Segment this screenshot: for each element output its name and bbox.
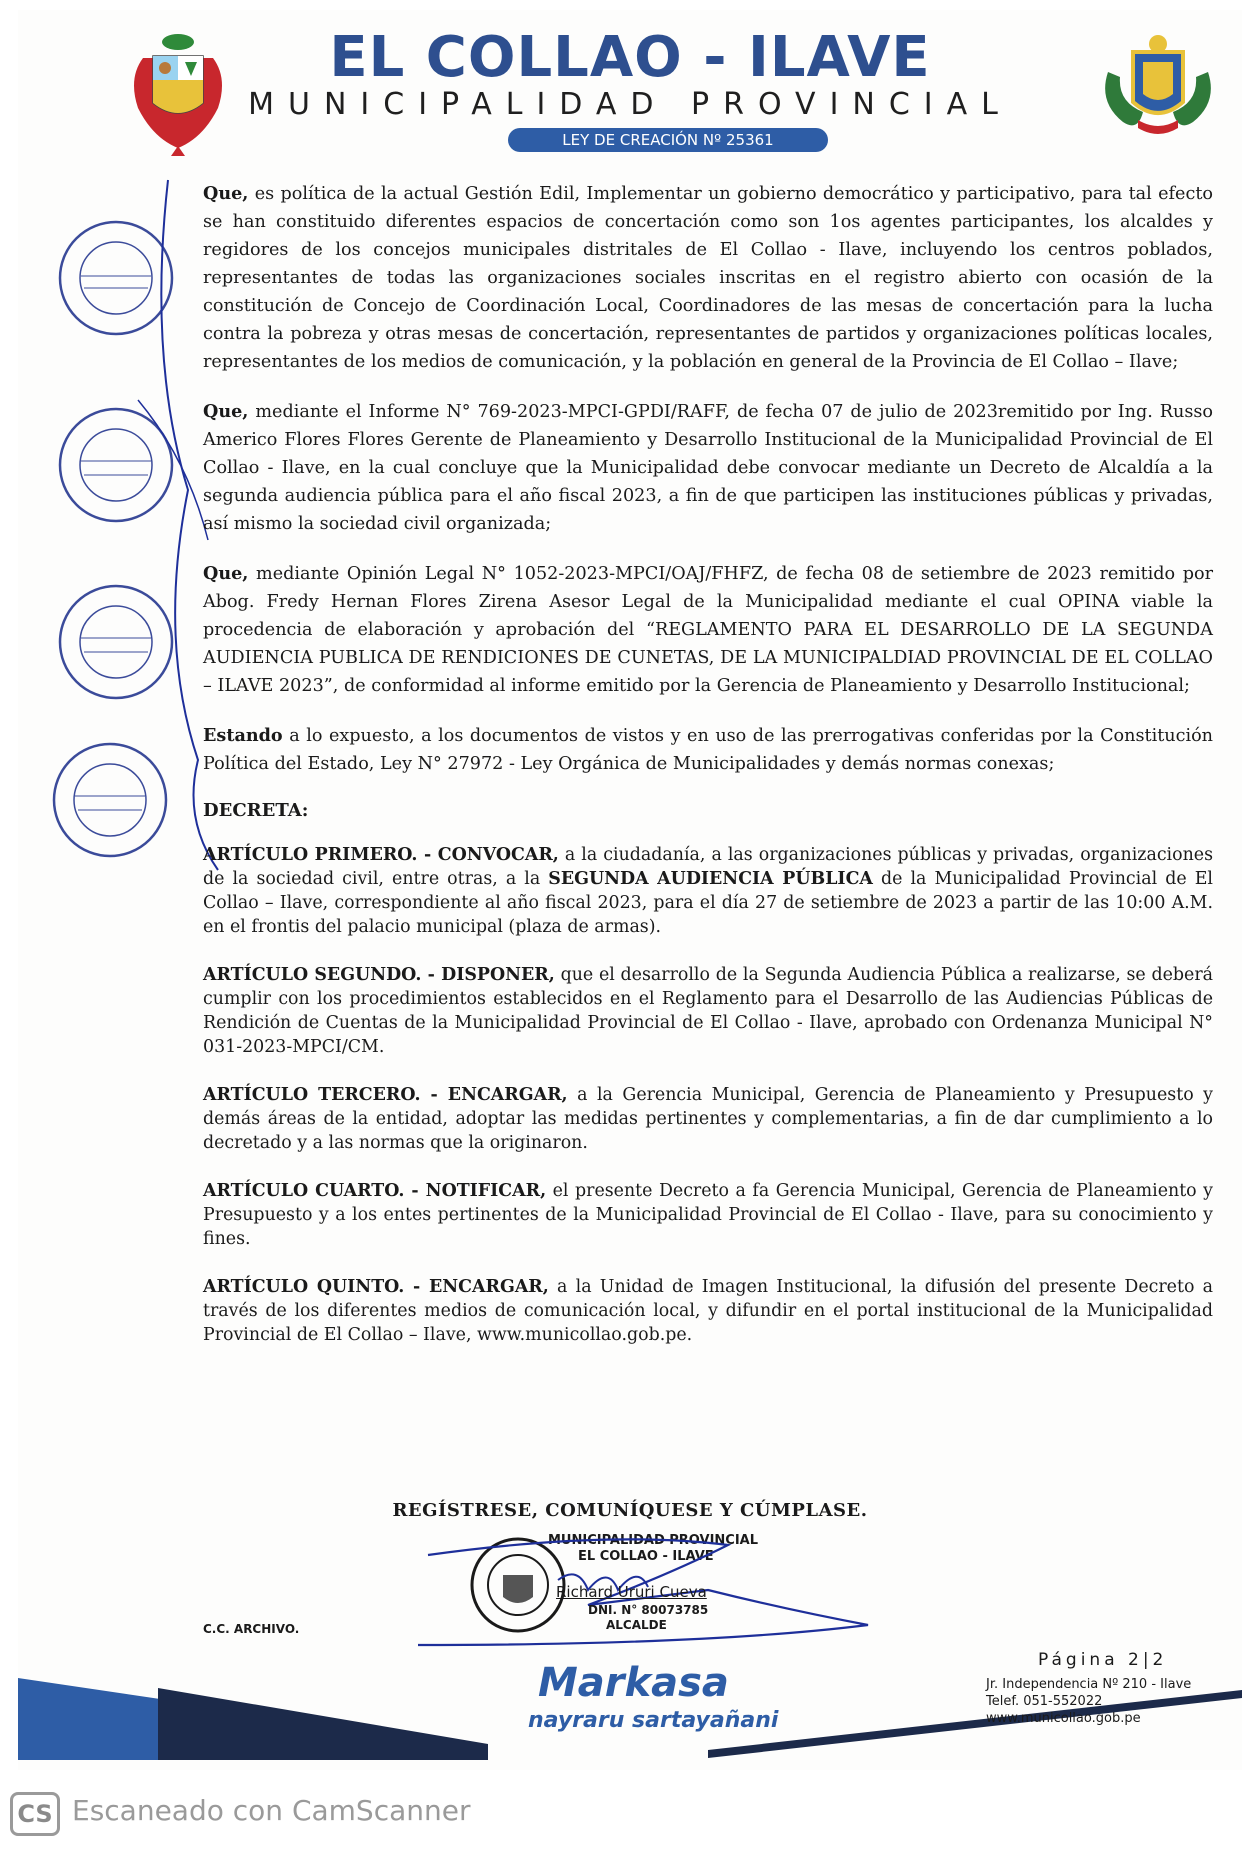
contact-info	[986, 1676, 1191, 1727]
signature-role: ALCALDE	[606, 1618, 667, 1632]
el-collao-crest-icon	[1098, 32, 1218, 142]
article-1: ARTÍCULO PRIMERO. - CONVOCAR, a la ciudadanía, a las organizaciones públicas y privadas, organizaciones de la sociedad civil, entre otras, a la SEGUNDA AUDIENCIA PÚBLICA de la Municipalidad Provincial de El Collao – Ilave, correspondiente al año fiscal 2023, para el día 27 de setiembre de 2023 a partir de las 10:00 A.M. en el frontis del palacio municipal (plaza de armas).	[203, 845, 1214, 937]
article-5: ARTÍCULO QUINTO. - ENCARGAR, a la Unidad de Imagen Institucional, la difusión del presente Decreto a través de los diferentes medios de comunicación local, y difundir en el portal institucional de la Municipalidad Provincial de El Collao – Ilave, www.municollao.gob.pe.	[203, 1277, 1213, 1345]
article-2: ARTÍCULO SEGUNDO. - DISPONER, que el desarrollo de la Segunda Audiencia Pública a realizarse, se deberá cumplir con los procedimientos establecidos en el Reglamento para el Desarrollo de las Audiencias Públicas de Rendición de Cuentas de la Municipalidad Provincial de El Collao - Ilave, aprobado con Ordenanza Municipal N° 031-2023-MPCI/CM.	[203, 965, 1213, 1057]
letterhead	[18, 10, 1242, 160]
camscanner-logo-icon: CS	[10, 1792, 60, 1836]
cc-archive-note: C.C. ARCHIVO.	[203, 1622, 300, 1636]
page-number: Página 2|2	[1038, 1650, 1168, 1670]
signature-province: EL COLLAO - ILAVE	[578, 1549, 714, 1564]
document-page	[18, 10, 1242, 1770]
whereas-paragraph-2: Que, mediante el Informe N° 769-2023-MPCI-GPDI/RAFF, de fecha 07 de julio de 2023remitido por Ing. Russo Americo Flores Flores Gerente de Planeamiento y Desarrollo Institucional de la Municipalidad Provincial de El Collao - Ilave, en la cual concluye que la Municipalidad debe convocar mediante un Decreto de Alcaldía a la segunda audiencia pública para el año fiscal 2023, a fin de que participen las instituciones públicas y privadas, así mismo la sociedad civil organizada;	[203, 401, 1213, 534]
mayor-signature-block	[538, 1525, 1018, 1655]
article-3: ARTÍCULO TERCERO. - ENCARGAR, a la Gerencia Municipal, Gerencia de Planeamiento y Presupuesto y demás áreas de la entidad, adoptar las medidas pertinentes y complementarias, a fin de dar cumplimiento a lo decretado y a las normas que la originaron.	[203, 1085, 1213, 1153]
signature-dni: DNI. N° 80073785	[588, 1603, 709, 1617]
municipality-title: EL COLLAO - ILAVE	[329, 25, 931, 90]
slogan-markasa: Markasa	[538, 1660, 729, 1706]
contact-web: www.municollao.gob.pe	[986, 1711, 1141, 1726]
slogan-nayraru: nayraru sartayañani	[528, 1708, 779, 1733]
contact-phone: Telef. 051-552022	[986, 1694, 1103, 1709]
article-4: ARTÍCULO CUARTO. - NOTIFICAR, el presente Decreto a fa Gerencia Municipal, Gerencia de Planeamiento y Presupuesto y a los entes pertinentes de la Municipalidad Provincial de El Collao - Ilave, para su conocimiento y fines.	[203, 1181, 1213, 1249]
whereas-paragraph-3: Que, mediante Opinión Legal N° 1052-2023-MPCI/OAJ/FHFZ, de fecha 08 de setiembre de 2023 remitido por Abog. Fredy Hernan Flores Zirena Asesor Legal de la Municipalidad mediante el cual OPINA viable la procedencia de elaboración y aprobación del “REGLAMENTO PARA EL DESARROLLO DE LA SEGUNDA AUDIENCIA PUBLICA DE RENDICIONES DE CUNETAS, DE LA MUNICIPALDIAD PROVINCIAL DE EL COLLAO – ILAVE 2023”, de conformidad al informe emitido por la Gerencia de Planeamiento y Desarrollo Institucional;	[203, 563, 1213, 696]
municipality-subtitle: MUNICIPALIDAD PROVINCIAL	[248, 87, 1012, 122]
camscanner-watermark	[0, 1778, 1260, 1850]
signature-institution: MUNICIPALIDAD PROVINCIAL	[548, 1533, 759, 1548]
closing-formula: REGÍSTRESE, COMUNÍQUESE Y CÚMPLASE.	[392, 1500, 868, 1521]
camscanner-text: Escaneado con CamScanner	[72, 1794, 471, 1827]
signature-name: Richard Ururi Cueva	[556, 1583, 707, 1601]
creation-law-badge: LEY DE CREACIÓN Nº 25361	[508, 128, 828, 152]
decreta-heading: DECRETA:	[203, 800, 309, 821]
whereas-paragraph-1: Que, es política de la actual Gestión Edil, Implementar un gobierno democrático y participativo, para tal efecto se han constituido diferentes espacios de concertación como son 1os agentes participantes, los alcaldes y regidores de los concejos municipales distritales de El Collao - Ilave, incluyendo los centros poblados, representantes de todas las organizaciones sociales inscritas en el registro abierto con ocasión de la constitución de Concejo de Coordinación Local, Coordinadores de las mesas de concertación para la lucha contra la pobreza y otras mesas de concertación, representantes de partidos y organizaciones políticas locales, representantes de los medios de comunicación, y la población en general de la Provincia de El Collao – Ilave;	[203, 183, 1213, 372]
whereas-paragraph-4: Estando a lo expuesto, a los documentos de vistos y en uso de las prerrogativas conferidas por la Constitución Política del Estado, Ley N° 27972 - Ley Orgánica de Municipalidades y demás normas conexas;	[203, 725, 1213, 774]
document-body	[203, 180, 1213, 1371]
contact-address: Jr. Independencia Nº 210 - Ilave	[986, 1677, 1192, 1692]
